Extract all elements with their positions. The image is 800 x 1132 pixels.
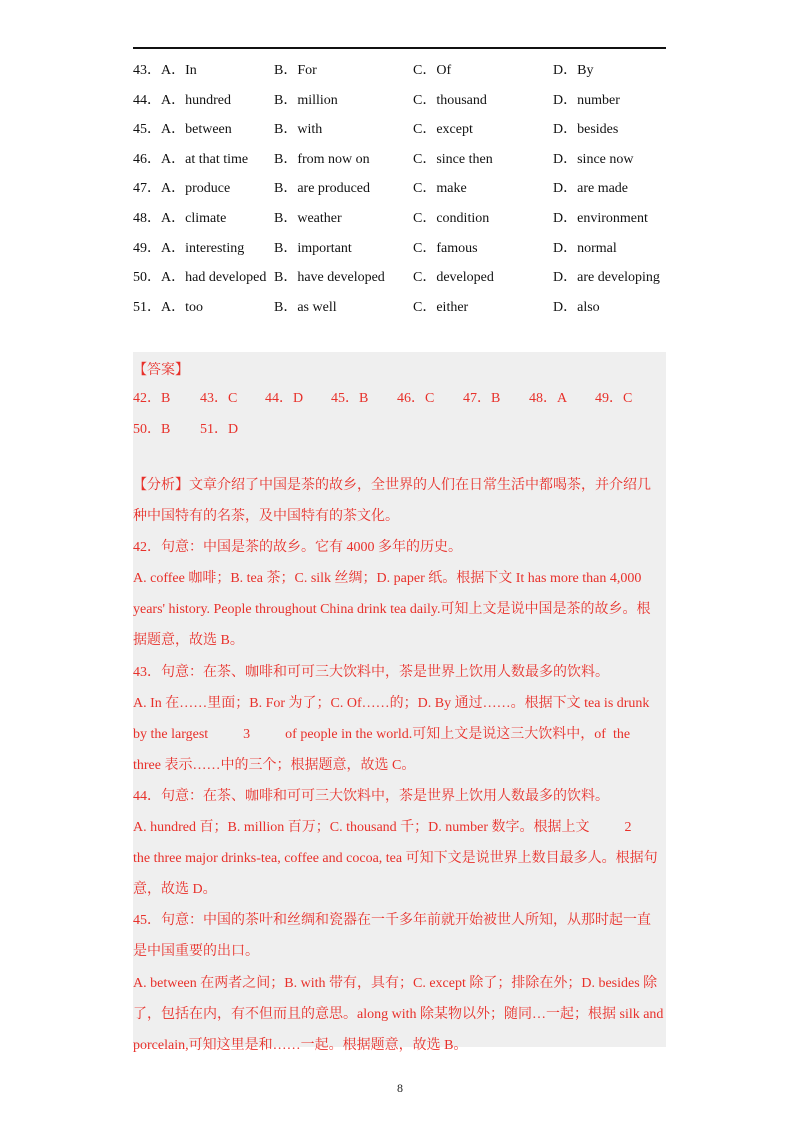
answer-item: 46．C (397, 391, 435, 406)
analysis-line: by the largest 3 of people in the world.可知上文是说这三大饮料中，of the (133, 726, 631, 742)
analysis-line: the three major drinks-tea, coffee and cocoa, tea 可知下文是说世界上数目最多人。根据句 (133, 851, 658, 867)
answer-item: 42．B (133, 391, 171, 406)
option-c: C．famous (413, 240, 478, 256)
analysis-line: years' history. People throughout China drink tea daily.可知上文是说中国是茶的故乡。根 (133, 602, 651, 618)
question-number: 45． (133, 122, 161, 138)
option-b: B．million (274, 92, 338, 108)
option-b: B．important (274, 240, 352, 256)
option-a: A．between (161, 122, 232, 138)
option-row-45 (133, 120, 673, 150)
option-d: D．also (553, 299, 600, 315)
answer-item: 45．B (331, 391, 369, 406)
answer-item: 50．B (133, 422, 171, 437)
analysis-line: 44．句意：在茶、咖啡和可可三大饮料中，茶是世界上饮用人数最多的饮料。 (133, 788, 609, 804)
answer-item: 44．D (265, 391, 304, 406)
option-a: A．hundred (161, 92, 231, 108)
option-a: A．too (161, 299, 203, 315)
option-d: D．number (553, 92, 620, 108)
question-number: 51． (133, 299, 161, 315)
option-b: B．are produced (274, 181, 371, 197)
answer-item: 49．C (595, 391, 633, 406)
option-b: B．have developed (274, 270, 385, 286)
analysis-line: 据题意，故选 B。 (133, 633, 244, 649)
top-divider (133, 47, 666, 49)
option-d: D．are made (553, 181, 629, 197)
analysis-line: three 表示……中的三个；根据题意，故选 C。 (133, 757, 416, 773)
option-d: D．are developing (553, 270, 660, 286)
question-number: 46． (133, 151, 161, 167)
analysis-line: A. In 在……里面；B. For 为了；C. Of……的；D. By 通过……。根据下文 tea is drunk (133, 695, 650, 711)
page-number: 8 (397, 1081, 403, 1095)
option-b: B．weather (274, 210, 342, 226)
analysis-line: 【分析】文章介绍了中国是茶的故乡，全世界的人们在日常生活中都喝茶，并介绍几 (133, 478, 651, 493)
analysis-line: 是中国重要的出口。 (133, 944, 259, 960)
option-row-48 (133, 209, 673, 239)
analysis-line: 43．句意：在茶、咖啡和可可三大饮料中，茶是世界上饮用人数最多的饮料。 (133, 664, 609, 680)
option-d: D．since now (553, 151, 634, 167)
analysis-line: A. coffee 咖啡；B. tea 茶；C. silk 丝绸；D. paper 纸。根据下文 It has more than 4,000 (133, 571, 642, 587)
option-a: A．at that time (161, 151, 249, 167)
option-row-49 (133, 239, 673, 269)
question-number: 48． (133, 210, 161, 226)
option-b: B．For (274, 63, 317, 78)
option-d: D．normal (553, 240, 617, 256)
option-row-50 (133, 268, 673, 298)
option-c: C．Of (413, 63, 452, 78)
answer-item: 51．D (200, 422, 239, 437)
analysis-line: 42．句意：中国是茶的故乡。它有 4000 多年的历史。 (133, 540, 462, 556)
option-row-47 (133, 179, 673, 209)
analysis-line: porcelain,可知这里是和……一起。根据题意，故选 B。 (133, 1037, 468, 1053)
question-number: 50． (133, 270, 161, 286)
answer-item: 47．B (463, 391, 501, 406)
option-d: D．environment (553, 210, 648, 226)
option-row-44 (133, 91, 673, 121)
question-number: 47． (133, 181, 161, 197)
options-table (133, 61, 673, 327)
analysis-line: 了，包括在内，有不但而且的意思。along with 除某物以外；随同…一起；根据 silk and (133, 1006, 664, 1022)
answer-heading: 【答案】 (133, 363, 189, 378)
option-c: C．either (413, 299, 469, 315)
analysis-text (133, 475, 673, 1066)
analysis-line: A. between 在两者之间；B. with 带有，具有；C. except 除了；排除在外；D. besides 除 (133, 975, 658, 991)
analysis-line: 种中国特有的名茶，及中国特有的茶文化。 (133, 509, 399, 525)
option-a: A．interesting (161, 240, 245, 256)
option-c: C．developed (413, 270, 494, 286)
option-c: C．thousand (413, 92, 487, 108)
option-a: A．had developed (161, 270, 267, 286)
option-b: B．with (274, 122, 323, 138)
question-number: 49． (133, 240, 161, 256)
option-a: A．In (161, 63, 197, 78)
option-row-46 (133, 150, 673, 180)
option-c: C．except (413, 122, 473, 138)
analysis-line: A. hundred 百；B. million 百万；C. thousand 千；D. number 数字。根据上文 2 (133, 820, 632, 836)
option-b: B．from now on (274, 151, 370, 167)
option-c: C．make (413, 181, 467, 197)
option-a: A．produce (161, 181, 231, 197)
option-a: A．climate (161, 210, 227, 226)
question-number: 44． (133, 92, 161, 108)
option-b: B．as well (274, 299, 337, 315)
analysis-line: 45．句意：中国的茶叶和丝绸和瓷器在一千多年前就开始被世人所知，从那时起一直 (133, 913, 651, 929)
analysis-line: 意，故选 D。 (133, 882, 217, 898)
option-row-51 (133, 298, 673, 328)
answer-item: 43．C (200, 391, 238, 406)
question-number: 43． (133, 63, 161, 78)
option-c: C．condition (413, 210, 490, 226)
option-d: D．besides (553, 122, 619, 138)
answer-item: 48．A (529, 391, 568, 406)
option-c: C．since then (413, 151, 493, 167)
option-row-43 (133, 61, 673, 91)
option-d: D．By (553, 63, 594, 78)
